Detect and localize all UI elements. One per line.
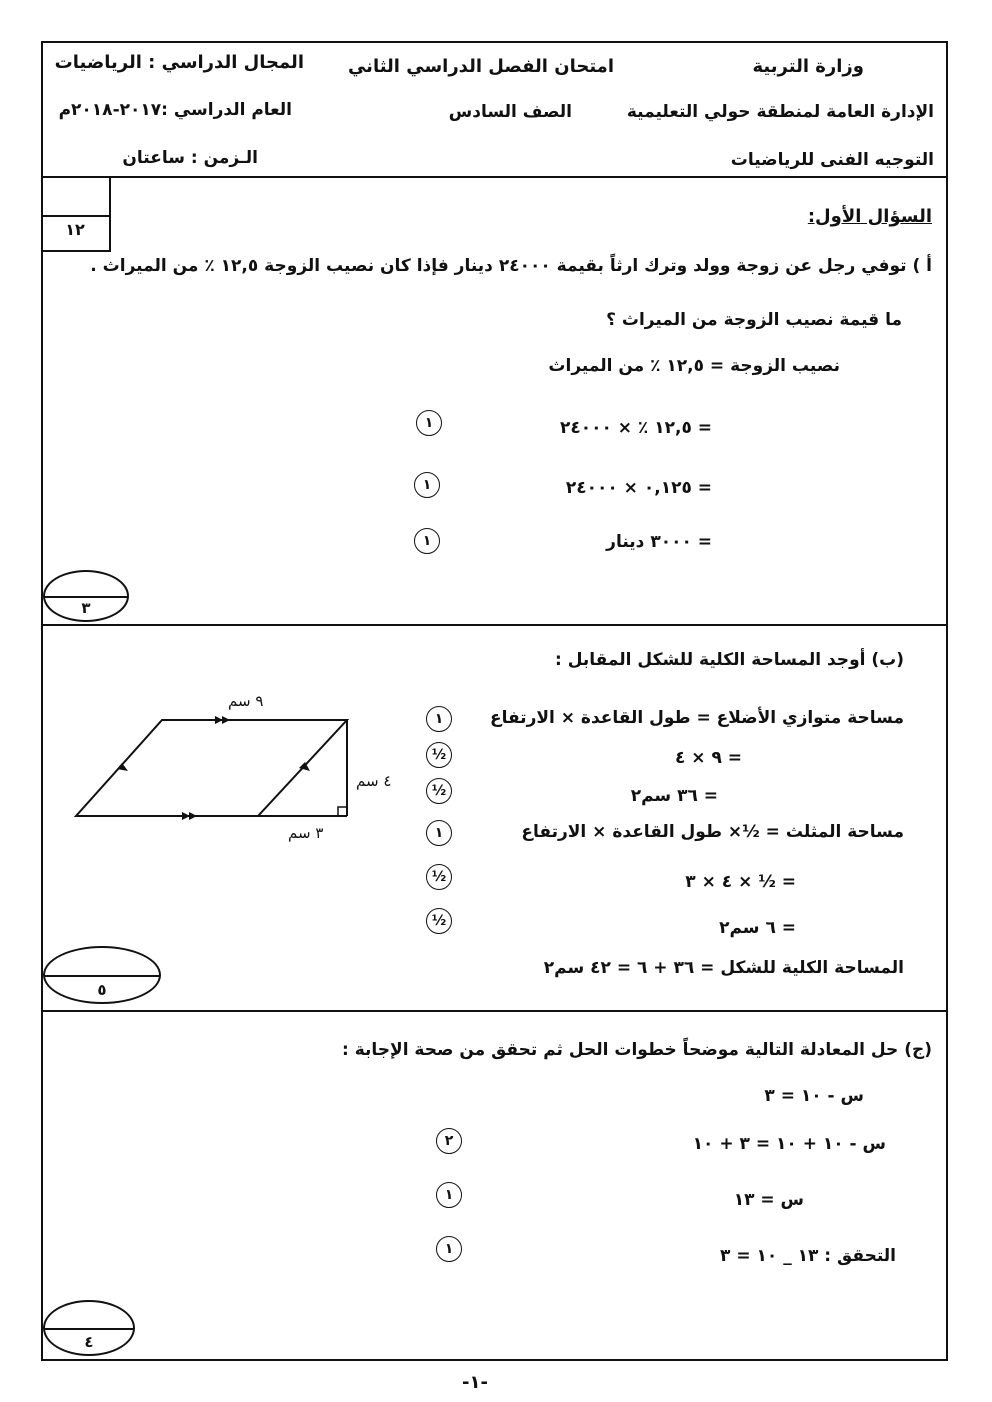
parallel-arrow [222, 716, 230, 724]
header-grade: الصف السادس [448, 102, 572, 122]
part-c-step: س - ١٠ + ١٠ = ٣ + ١٠ [692, 1134, 886, 1154]
mark-circle [414, 472, 440, 498]
figure-top-label: ٩ سم [228, 692, 264, 710]
part-b-step: = ٦ سم٢ [719, 918, 796, 938]
mark-value: ½ [431, 913, 447, 929]
part-b-score-oval [43, 946, 161, 1004]
right-angle-mark [338, 807, 347, 816]
part-a-step: = ٠,١٢٥ × ٢٤٠٠٠ [565, 478, 712, 498]
mark-circle [436, 1236, 462, 1262]
mark-circle [426, 820, 452, 846]
part-a-score-oval [43, 570, 129, 622]
mark-circle [436, 1182, 462, 1208]
mark-value: ١ [422, 533, 432, 549]
part-a-score: ٣ [81, 599, 91, 617]
part-a-step: = ١٢,٥ ٪ × ٢٤٠٠٠ [559, 418, 712, 438]
part-c-title: (ج) حل المعادلة التالية موضحاً خطوات الحل ثم تحقق من صحة الإجابة : [341, 1040, 932, 1060]
part-a-line2: ما قيمة نصيب الزوجة من الميراث ؟ [606, 310, 902, 330]
parallel-arrow [182, 812, 190, 820]
mark-value: ٢ [444, 1133, 454, 1149]
page-number: -١- [462, 1372, 488, 1393]
mark-value: ١ [444, 1187, 454, 1203]
total-score-box-divider [41, 215, 109, 217]
section-divider [41, 624, 948, 626]
total-score: ١٢ [65, 220, 85, 239]
mark-circle [416, 410, 442, 436]
mark-value: ١ [424, 415, 434, 431]
part-c-step: س - ١٠ = ٣ [764, 1086, 864, 1106]
header-directorate: الإدارة العامة لمنطقة حولي التعليمية [626, 102, 934, 122]
part-b-score: ٥ [97, 981, 107, 999]
part-c-step: التحقق : ١٣ _ ١٠ = ٣ [720, 1246, 896, 1266]
mark-circle [426, 778, 452, 804]
figure-bottom-label: ٣ سم [288, 824, 324, 842]
part-c-score-oval [43, 1300, 135, 1356]
mark-value: ½ [431, 869, 447, 885]
part-b-step: مساحة متوازي الأضلاع = طول القاعدة × الارتفاع [489, 708, 904, 728]
header-supervision: التوجيه الفنى للرياضيات [730, 150, 934, 170]
parallel-arrow [189, 812, 197, 820]
mark-circle [414, 528, 440, 554]
part-a-step: نصيب الزوجة = ١٢,٥ ٪ من الميراث [548, 356, 840, 376]
header-ministry: وزارة التربية [752, 56, 864, 77]
part-c-score: ٤ [84, 1333, 94, 1351]
part-b-step: = ½ × ٤ × ٣ [685, 872, 796, 892]
mark-circle [426, 908, 452, 934]
part-c-step: س = ١٣ [733, 1190, 804, 1210]
header-divider [41, 176, 948, 178]
parallelogram-figure [60, 685, 400, 855]
frame-top [41, 41, 948, 43]
header-time: الـزمن : ساعتان [122, 148, 258, 168]
part-b-total: المساحة الكلية للشكل = ٣٦ + ٦ = ٤٢ سم٢ [543, 958, 904, 978]
part-b-step: = ٣٦ سم٢ [630, 786, 718, 806]
header-exam-title: امتحان الفصل الدراسي الثاني [347, 56, 614, 77]
part-a-line1: أ ) توفي رجل عن زوجة وولد وترك ارثاً بقيمة ٢٤٠٠٠ دينار فإذا كان نصيب الزوجة ١٢,٥ ٪ من الميراث . [90, 256, 932, 276]
part-b-title: (ب) أوجد المساحة الكلية للشكل المقابل : [555, 650, 904, 670]
header-year: العام الدراسي :٢٠١٧-٢٠١٨م [58, 100, 292, 120]
mark-circle [426, 742, 452, 768]
mark-value: ١ [434, 825, 444, 841]
mark-value: ١ [444, 1241, 454, 1257]
total-score-box [41, 176, 111, 252]
part-a-step: = ٣٠٠٠ دينار [606, 532, 712, 552]
header-subject: المجال الدراسي : الرياضيات [54, 52, 304, 73]
mark-value: ١ [422, 477, 432, 493]
parallel-arrow [215, 716, 223, 724]
mark-circle [436, 1128, 462, 1154]
q1-title: السؤال الأول: [807, 206, 932, 227]
part-b-step: = ٩ × ٤ [674, 748, 742, 768]
mark-value: ½ [431, 747, 447, 763]
section-divider [41, 1010, 948, 1012]
figure-side-label: ٤ سم [356, 772, 392, 790]
frame-right [946, 41, 948, 1361]
mark-circle [426, 706, 452, 732]
mark-value: ١ [434, 711, 444, 727]
part-b-step: مساحة المثلث = ½× طول القاعدة × الارتفاع [521, 822, 904, 842]
mark-value: ½ [431, 783, 447, 799]
frame-bottom [41, 1359, 948, 1361]
mark-circle [426, 864, 452, 890]
